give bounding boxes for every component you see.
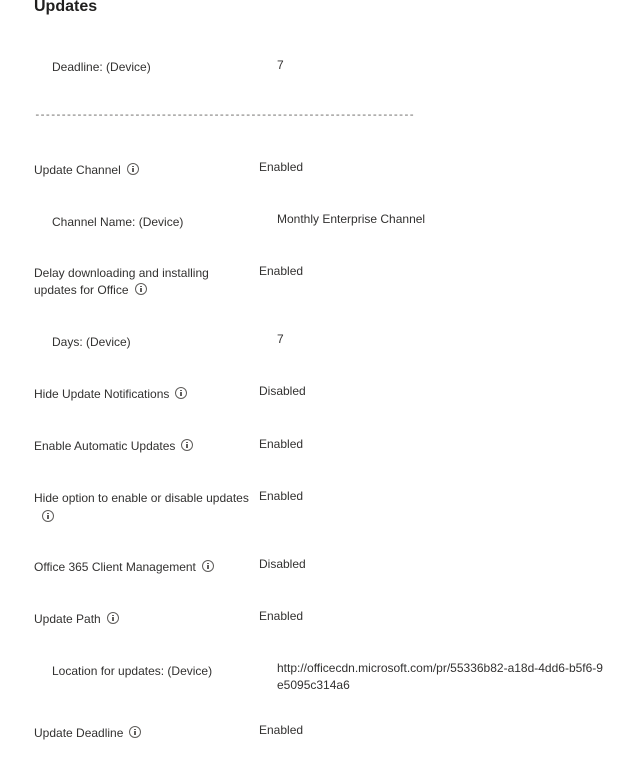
section-title: Updates xyxy=(34,0,98,15)
setting-label-location-for-updates: Location for updates: (Device) xyxy=(52,664,213,678)
setting-value-hide-update-notifications: Disabled xyxy=(259,384,306,398)
setting-value-hide-option-enable-disable-updates: Enabled xyxy=(259,489,304,503)
setting-value-update-channel: Enabled xyxy=(259,160,304,174)
setting-label-channel-name: Channel Name: (Device) xyxy=(52,215,184,229)
info-icon[interactable] xyxy=(127,163,139,175)
info-icon[interactable] xyxy=(202,560,214,572)
setting-label-deadline: Deadline: (Device) xyxy=(52,60,151,74)
setting-value-days: 7 xyxy=(277,332,284,346)
setting-value-enable-automatic-updates: Enabled xyxy=(259,437,304,451)
setting-value-location-for-updates: http://officecdn.microsoft.com/pr/55336b82-a18d-4dd6-b5f6-9e5095c314a6 xyxy=(277,661,603,692)
setting-value-channel-name: Monthly Enterprise Channel xyxy=(277,212,426,226)
separator: ------------------------------------------------------------------------ xyxy=(34,108,414,121)
info-icon[interactable] xyxy=(107,612,119,624)
setting-value-update-path: Enabled xyxy=(259,609,304,623)
info-icon[interactable] xyxy=(175,387,187,399)
info-icon[interactable] xyxy=(42,510,54,522)
setting-label-hide-option-enable-disable-updates: Hide option to enable or disable updates xyxy=(34,490,254,526)
info-icon[interactable] xyxy=(129,726,141,738)
setting-label-hide-update-notifications: Hide Update Notifications xyxy=(34,386,249,403)
info-icon[interactable] xyxy=(181,439,193,451)
setting-value-office-365-client-management: Disabled xyxy=(259,557,306,571)
setting-label-update-deadline: Update Deadline xyxy=(34,725,249,742)
setting-label-delay-downloading: Delay downloading and installing updates for Office xyxy=(34,266,209,297)
setting-value-deadline: 7 xyxy=(277,58,284,72)
setting-label-office-365-client-management: Office 365 Client Management xyxy=(34,559,249,576)
setting-label-update-channel: Update Channel xyxy=(34,162,249,179)
setting-value-delay-downloading: Enabled xyxy=(259,264,304,278)
setting-value-update-deadline: Enabled xyxy=(259,723,304,737)
setting-label-enable-automatic-updates: Enable Automatic Updates xyxy=(34,438,249,455)
setting-label-update-path: Update Path xyxy=(34,611,249,628)
info-icon[interactable] xyxy=(135,283,147,295)
setting-label-days: Days: (Device) xyxy=(52,335,131,349)
